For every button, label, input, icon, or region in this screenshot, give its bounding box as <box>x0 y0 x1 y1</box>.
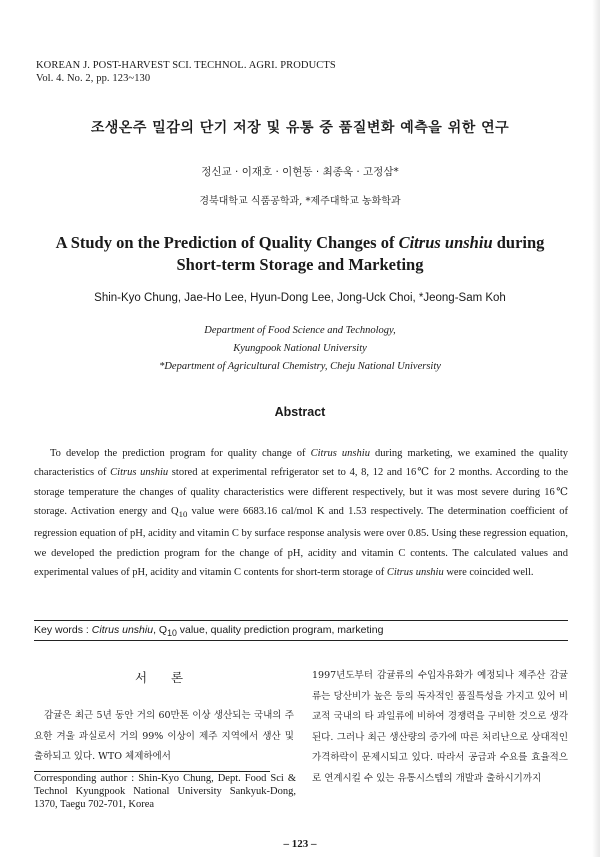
abstract-heading: Abstract <box>274 405 326 419</box>
abstract-species-3: Citrus unshiu <box>386 566 444 578</box>
keywords-species: Citrus unshiu <box>91 624 154 636</box>
keywords-subscript: 10 <box>167 628 177 639</box>
abstract-species-1: Citrus unshiu <box>310 448 370 459</box>
abstract-text-5: were coincided well. <box>443 566 534 578</box>
affiliation-line-2: Kyungpook National University <box>233 343 367 354</box>
journal-volume: Vol. 4. No. 2, pp. 123~130 <box>36 73 151 84</box>
abstract-species-2: Citrus unshiu <box>110 467 169 479</box>
english-title-part1: A Study on the Prediction of Quality Changes of <box>55 233 399 252</box>
page-number: – 123 – <box>283 838 317 850</box>
affiliation-line-3: *Department of Agricultural Chemistry, Cheju National University <box>159 361 441 372</box>
corresponding-author-footnote: Corresponding author : Shin-Kyo Chung, Dept. Food Sci & Technol Kyungpook National University Sankyuk-Dong, 1370, Taegu 702-701, Korea <box>34 773 296 810</box>
affiliation-line-1: Department of Food Science and Technology, <box>204 325 396 336</box>
journal-name: KOREAN J. POST-HARVEST SCI. TECHNOL. AGRI. PRODUCTS <box>36 60 336 71</box>
scan-edge-shadow <box>592 0 600 857</box>
english-affiliation <box>0 322 600 376</box>
korean-title: 조생온주 밀감의 단기 저장 및 유통 중 품질변화 예측을 위한 연구 <box>90 120 510 136</box>
abstract-subscript: 10 <box>178 508 188 519</box>
journal-header <box>36 59 336 85</box>
abstract-text-1: To develop the prediction program for quality change of <box>50 448 311 459</box>
section-title-introduction: 서 론 <box>134 670 194 685</box>
right-column-body <box>312 666 568 789</box>
keywords-text-1: , Q <box>153 624 168 636</box>
keywords-bottom-rule <box>34 640 568 641</box>
abstract-body <box>34 444 568 582</box>
english-title-species: Citrus unshiu <box>398 233 493 252</box>
abstract-text-4: value were 6683.16 cal/mol K and 1.53 respectively. The determination coefficient of regression equation of pH, acidity and vitamin C by surface response analysis were over 0.85. Using these regression equation, we developed the prediction program for the change of pH, acidity and vitamin C contents. The calculated values and experimental values of pH, acidity and vitamin C contents for short-term storage of <box>34 505 568 578</box>
keywords-text-2: value, quality prediction program, marketing <box>176 624 384 636</box>
abstract-text-3: stored at experimental refrigerator set to 4, 8, 12 and 16℃ for 2 months. According to the storage temperature the changes of quality characteristics were different respectively, but it was most severe during 16℃ storage. Activation energy and Q <box>34 467 568 517</box>
keywords-label: Key words : <box>34 624 92 636</box>
abstract-text-2: during marketing, we examined the quality characteristics of <box>34 448 568 479</box>
korean-authors: 정신교 · 이재호 · 이현동 · 최종욱 · 고정삼* <box>201 166 399 178</box>
right-column-paragraph: 1997년도부터 감귤류의 수입자유화가 예정되나 제주산 감귤류는 당산비가 높은 등의 독자적인 품질특성을 가지고 있어 비교적 국내의 타 과일류에 비하여 경쟁력을 구비한 것으로 생각된다. 그러나 최근 생산량의 증가에 따른 처리난으로 상대적인 가격하락이 문제시되고 있다. 따라서 공급과 수요를 효율적으로 연계시킬 수 있는 유통시스템의 개발과 출하시기까지 <box>312 670 568 784</box>
english-authors: Shin-Kyo Chung, Jae-Ho Lee, Hyun-Dong Lee, Jong-Uck Choi, *Jeong-Sam Koh <box>94 292 506 304</box>
korean-affiliation: 경북대학교 식품공학과, *제주대학교 농화학과 <box>199 196 401 207</box>
abstract-paragraph <box>34 444 568 582</box>
keywords <box>34 624 383 638</box>
keywords-top-rule <box>34 620 568 621</box>
left-column-body <box>34 706 294 768</box>
left-column-paragraph: 감귤은 최근 5년 동안 거의 60만톤 이상 생산되는 국내의 주요한 겨울 과실로서 거의 99% 이상이 제주 지역에서 생산 및 출하되고 있다. WTO 체제하에서 <box>34 710 294 762</box>
english-title <box>40 232 560 276</box>
english-title-part2: during Short-term Storage and Marketing <box>176 233 545 274</box>
